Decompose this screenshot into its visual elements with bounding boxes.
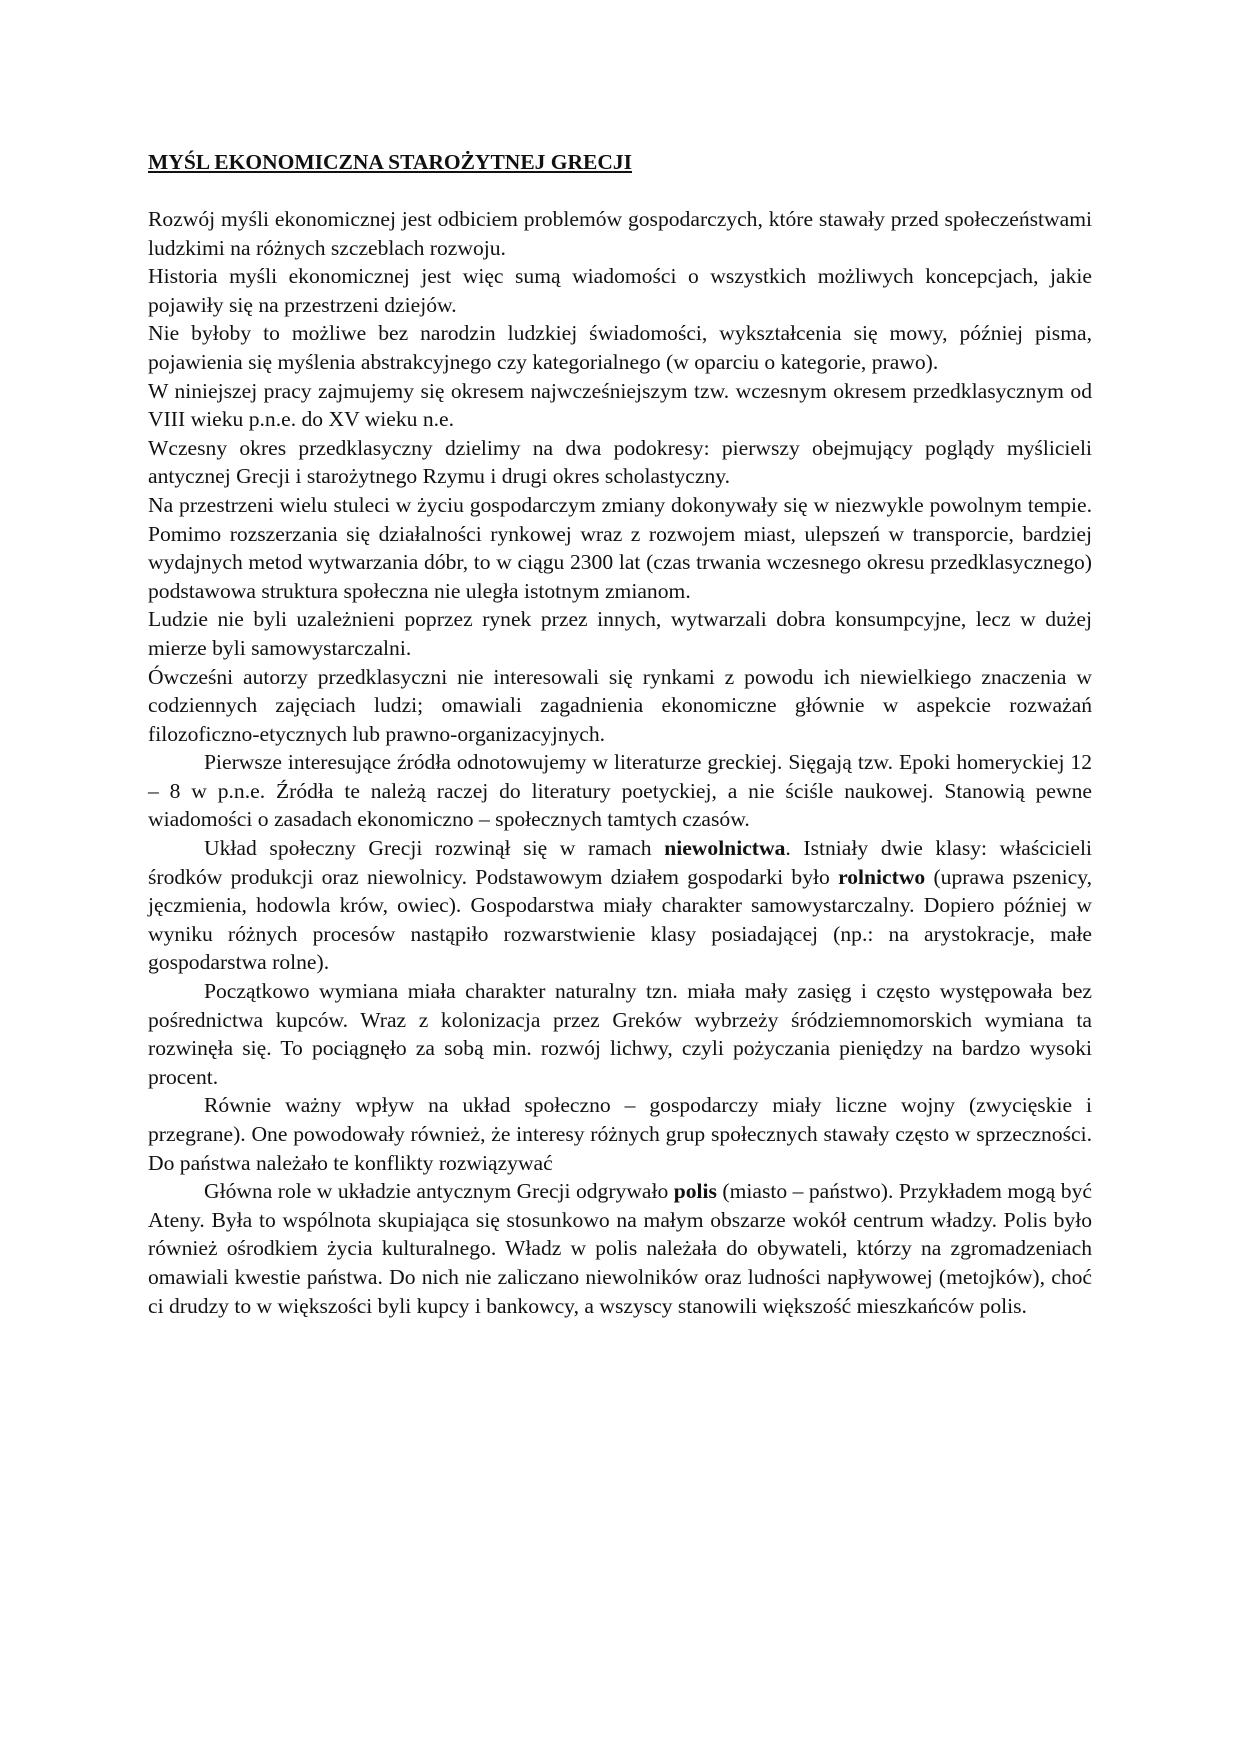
paragraph bbox=[148, 1091, 1092, 1177]
text-run: Układ społeczny Grecji rozwinął się w ramach bbox=[204, 836, 665, 861]
paragraph bbox=[148, 1177, 1092, 1320]
paragraph bbox=[148, 605, 1092, 662]
text-run: (uprawa pszenicy, jęczmienia, hodowla krów, owiec). Gospodarstwa miały charakter samowystarczalny. Dopiero później w wyniku różnych procesów nastąpiło rozwarstwienie klasy posiadającej (np.: na arystokracje, małe gospodarstwa rolne). bbox=[148, 864, 1093, 975]
document-title: MYŚL EKONOMICZNA STAROŻYTNEJ GRECJI bbox=[148, 150, 633, 174]
text-run: Rozwój myśli ekonomicznej jest odbiciem problemów gospodarczych, które stawały przed społeczeństwami ludzkimi na różnych szczeblach rozwoju. bbox=[148, 207, 1092, 260]
paragraph bbox=[148, 491, 1092, 605]
text-run: Równie ważny wpływ na układ społeczno – gospodarczy miały liczne wojny (zwycięskie i przegrane). One powodowały również, że interesy różnych grup społecznych stawały często w sprzeczności. Do państwa należało te konflikty rozwiązywać bbox=[148, 1093, 1092, 1175]
text-run: Główna role w układzie antycznym Grecji odgrywało bbox=[204, 1179, 674, 1204]
text-run: Ludzie nie byli uzależnieni poprzez rynek przez innych, wytwarzali dobra konsumpcyjne, lecz w dużej mierze byli samowystarczalni. bbox=[148, 607, 1092, 660]
text-run: Wczesny okres przedklasyczny dzielimy na dwa podokresy: pierwszy obejmujący poglądy myślicieli antycznej Grecji i starożytnego Rzymu i drugi okres scholastyczny. bbox=[148, 435, 1092, 489]
paragraph bbox=[148, 748, 1092, 834]
document-body bbox=[148, 205, 1092, 1320]
text-run: Pierwsze interesujące źródła odnotowujemy w literaturze greckiej. Sięgają tzw. Epoki homeryckiej 12 – 8 w p.n.e. Źródła te należą raczej do literatury poetyckiej, a nie ściśle naukowej. Stanowią pewne wiadomości o zasadach ekonomiczno – społecznych tamtych czasów. bbox=[148, 750, 1092, 832]
text-run: Historia myśli ekonomicznej jest więc sumą wiadomości o wszystkich możliwych koncepcjach, jakie pojawiły się na przestrzeni dziejów. bbox=[148, 264, 1092, 317]
paragraph bbox=[148, 262, 1092, 319]
text-run: Na przestrzeni wielu stuleci w życiu gospodarczym zmiany dokonywały się w niezwykle powolnym tempie. Pomimo rozszerzania się działalności rynkowej wraz z rozwojem miast, ulepszeń w transporcie, bardziej wydajnych metod wytwarzania dóbr, to w ciągu 2300 lat (czas trwania wczesnego okresu przedklasycznego) podstawowa struktura społeczna nie uległa istotnym zmianom. bbox=[148, 492, 1092, 603]
bold-term: rolnictwo bbox=[838, 864, 926, 889]
paragraph bbox=[148, 834, 1092, 977]
text-run: Ówcześni autorzy przedklasyczni nie interesowali się rynkami z powodu ich niewielkiego znaczenia w codziennych zajęciach ludzi; omawiali zagadnienia ekonomiczne głównie w aspekcie rozważań filozoficzno-etycznych lub prawno-organizacyjnych. bbox=[148, 664, 1092, 746]
paragraph bbox=[148, 319, 1092, 376]
paragraph bbox=[148, 377, 1092, 434]
bold-term: polis bbox=[673, 1179, 717, 1204]
text-run: . Istniały dwie klasy: właścicieli środków produkcji oraz niewolnicy. Podstawowym działem gospodarki było bbox=[148, 836, 1092, 889]
text-run: W niniejszej pracy zajmujemy się okresem najwcześniejszym tzw. wczesnym okresem przedklasycznym od VIII wieku p.n.e. do XV wieku n.e. bbox=[148, 378, 1092, 432]
document-page bbox=[148, 145, 1092, 1320]
text-run: Początkowo wymiana miała charakter naturalny tzn. miała mały zasięg i często występowała bez pośrednictwa kupców. Wraz z kolonizacja przez Greków wybrzeży śródziemnomorskich wymiana ta rozwinęła się. To pociągnęło za sobą min. rozwój lichwy, czyli pożyczania pieniędzy na bardzo wysoki procent. bbox=[148, 979, 1092, 1089]
text-run: (miasto – państwo). Przykładem mogą być Ateny. Była to wspólnota skupiająca się stosunkowo na małym obszarze wokół centrum władzy. Polis było również ośrodkiem życia kulturalnego. Władz w polis należała do obywateli, którzy na zgromadzeniach omawiali kwestie państwa. Do nich nie zaliczano niewolników oraz ludności napływowej (metojków), choć ci drudzy to w większości byli kupcy i bankowcy, a wszyscy stanowili większość mieszkańców polis. bbox=[148, 1179, 1092, 1318]
paragraph bbox=[148, 434, 1092, 491]
bold-term: niewolnictwa bbox=[664, 836, 786, 861]
paragraph bbox=[148, 977, 1092, 1091]
paragraph bbox=[148, 663, 1092, 749]
text-run: Nie byłoby to możliwe bez narodzin ludzkiej świadomości, wykształcenia się mowy, później pisma, pojawienia się myślenia abstrakcyjnego czy kategorialnego (w oparciu o kategorie, prawo). bbox=[148, 321, 1092, 374]
paragraph bbox=[148, 205, 1092, 262]
